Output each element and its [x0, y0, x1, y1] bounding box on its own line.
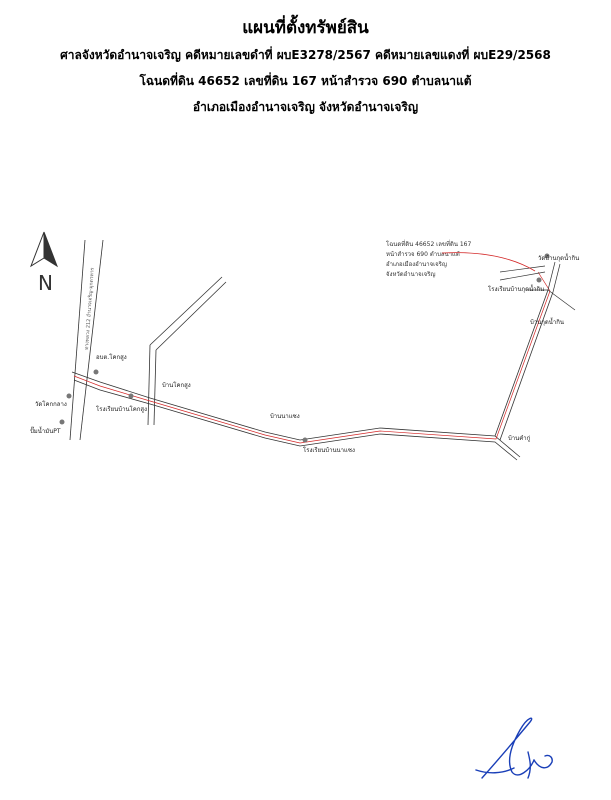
- svg-text:หน้าสำรวจ 690 ตำบลนาแต้: หน้าสำรวจ 690 ตำบลนาแต้: [386, 251, 460, 258]
- deed-line: โฉนดที่ดิน 46652 เลขที่ดิน 167 หน้าสำรวจ 690 ตำบลนาแต้: [139, 74, 472, 88]
- svg-text:อำเภอเมืองอำนาจเจริญ: อำเภอเมืองอำนาจเจริญ: [386, 261, 447, 268]
- school-icon: [537, 278, 542, 283]
- office-icon: [94, 370, 99, 375]
- gas-station-icon: [60, 420, 65, 425]
- label-ban-khok-sung: บ้านโคกสูง: [162, 382, 191, 389]
- label-school-kut-nam-kin: โรงเรียนบ้านกุดน้ำกิน: [488, 286, 545, 293]
- label-wat-kut-nam-kin: วัดบ้านกุดน้ำกิน: [538, 255, 580, 262]
- svg-text:โฉนดที่ดิน 46652 เลขที่ดิน 167: โฉนดที่ดิน 46652 เลขที่ดิน 167: [386, 241, 472, 248]
- route-line: [74, 272, 550, 443]
- temple-icon: [67, 394, 72, 399]
- label-school-na-sueang: โรงเรียนบ้านนาแซง: [303, 447, 355, 454]
- label-ban-na-sueang: บ้านนาแซง: [270, 413, 300, 420]
- page-title: แผนที่ตั้งทรัพย์สิน: [242, 18, 369, 38]
- svg-text:จังหวัดอำนาจเจริญ: จังหวัดอำนาจเจริญ: [386, 271, 436, 278]
- label-school-khok-sung: โรงเรียนบ้านโคกสูง: [96, 406, 148, 413]
- case-line: ศาลจังหวัดอำนาจเจริญ คดีหมายเลขดำที่ ผบE3278/2567 คดีหมายเลขแดงที่ ผบE29/2568: [60, 48, 551, 62]
- highway-label: ทางหลวง 212 อำนาจเจริญ-มุกดาหาร: [84, 267, 96, 351]
- school-icon: [303, 438, 308, 443]
- place-markers: [60, 254, 550, 443]
- north-label: N: [38, 271, 53, 295]
- label-ban-kham-ku: บ้านคำกู่: [508, 435, 531, 442]
- property-callout: [386, 240, 535, 278]
- route-road: [72, 290, 553, 460]
- label-pt-station: ปั๊มน้ำมันPT: [30, 428, 61, 435]
- north-arrow-icon: [31, 232, 57, 295]
- side-road: [148, 345, 156, 425]
- northeast-road: [150, 277, 226, 350]
- label-sao: อบต.โคกสูง: [96, 354, 127, 361]
- district-line: อำเภอเมืองอำนาจเจริญ จังหวัดอำนาจเจริญ: [192, 100, 419, 114]
- school-icon: [129, 394, 134, 399]
- label-wat-khok-klang: วัดโคกกลาง: [35, 401, 67, 408]
- signature: [476, 718, 552, 778]
- label-ban-kut-nam-kin: บ้านกุดน้ำกิน: [530, 319, 565, 326]
